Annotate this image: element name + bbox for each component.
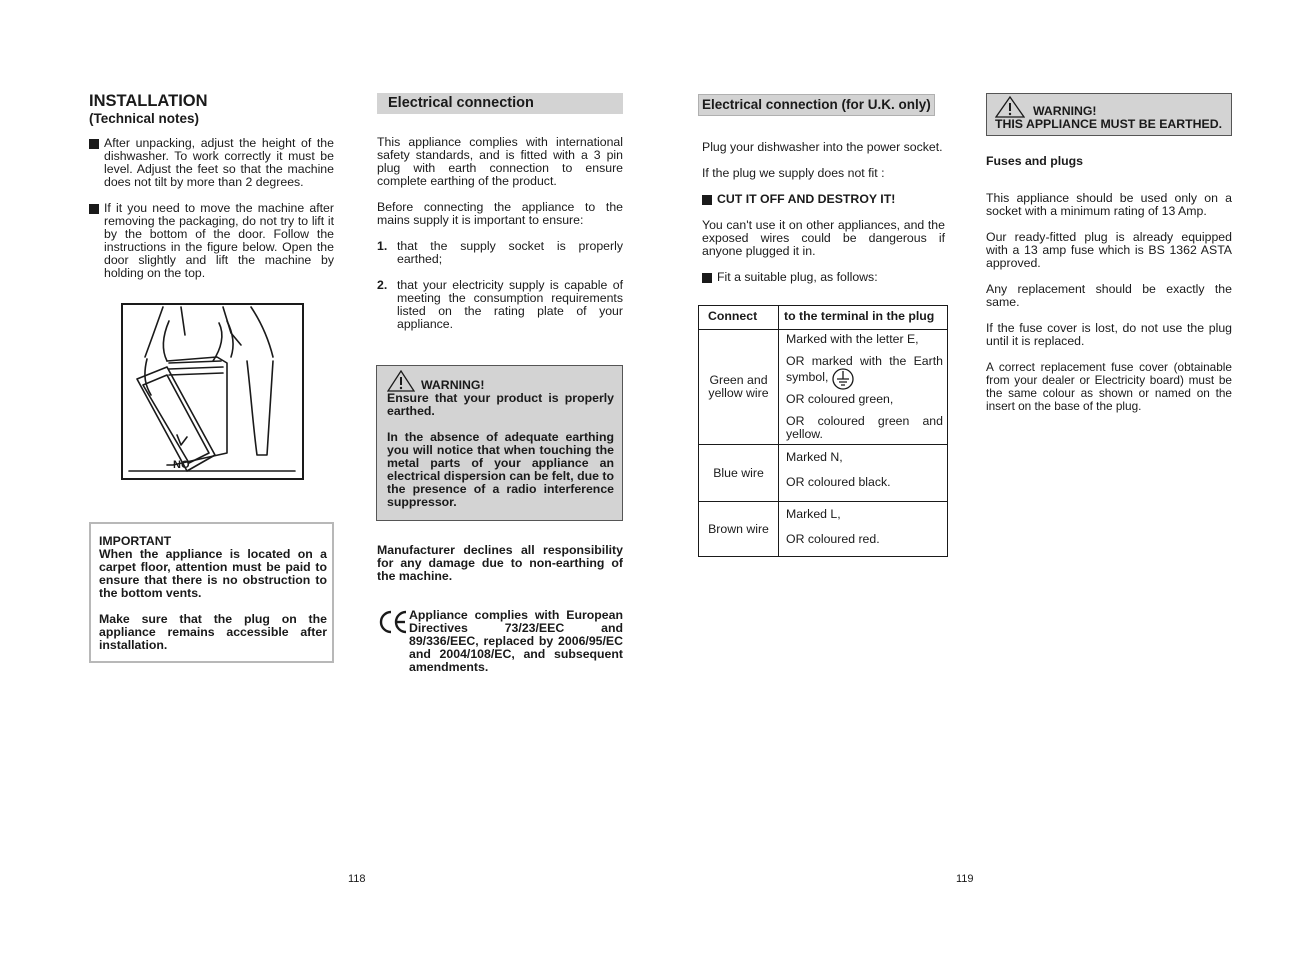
numbered-item <box>377 279 623 331</box>
paragraph: A correct replacement fuse cover (obtainable from your dealer or Electricity board) must be the same colour as shown or named on the insert on the base of the plug. <box>986 360 1232 413</box>
paragraph: This appliance complies with international safety standards, and is fitted with a 3 pin plug with earth connection to ensure complete earthing of the product. <box>377 135 623 188</box>
table-row <box>699 445 948 502</box>
paragraph: This appliance should be used only on a socket with a minimum rating of 13 Amp. <box>986 191 1232 218</box>
paragraph: Plug your dishwasher into the power socket. <box>702 140 943 154</box>
item-text: that your electricity supply is capable of meeting the consumption requirements listed on the rating plate of your appliance. <box>397 278 623 331</box>
terminal-cell <box>779 502 948 557</box>
bullet-text: Fit a suitable plug, as follows: <box>717 270 878 284</box>
uk-connection-column <box>698 94 947 557</box>
item-number: 1. <box>377 239 388 253</box>
terminal-text: OR coloured red. <box>786 532 880 546</box>
warning-header <box>387 370 614 392</box>
important-box <box>89 522 334 663</box>
important-text: Make sure that the plug on the appliance remains accessible after installation. <box>99 612 327 652</box>
terminal-text: OR coloured green and yellow. <box>786 414 943 441</box>
warning-title: WARNING! <box>1033 104 1097 118</box>
bullet-item <box>698 193 947 206</box>
terminal-text: OR coloured black. <box>786 475 891 489</box>
ce-text: Appliance complies with European Directives 73/23/EEC and 89/336/EEC, replaced by 2006/95/EC and 2004/108/EC, and subsequent amendments. <box>409 608 623 674</box>
paragraph: Before connecting the appliance to the mains supply it is important to ensure: <box>377 200 623 227</box>
bullet-item <box>89 202 334 280</box>
square-bullet-icon <box>89 139 99 149</box>
warning-title: WARNING! <box>421 378 485 392</box>
wire-label: Brown wire <box>699 502 779 557</box>
warning-box <box>376 365 623 521</box>
cut-warning: CUT IT OFF AND DESTROY IT! <box>717 192 896 206</box>
warning-text: In the absence of adequate earthing you will notice that when touching the metal parts of your appliance an electrical dispersion can be felt, due to the presence of a radio interference suppressor. <box>387 430 614 509</box>
ce-compliance <box>377 609 623 674</box>
bullet-item <box>698 271 947 284</box>
terminal-text: Marked L, <box>786 507 841 521</box>
terminal-text: Marked N, <box>786 450 843 464</box>
warning-text: Ensure that your product is properly earthed. <box>387 391 614 418</box>
installation-title: INSTALLATION <box>89 92 208 110</box>
warning-header <box>995 96 1223 118</box>
page-number: 118 <box>348 873 366 885</box>
column-header: Connect <box>699 306 779 330</box>
warning-triangle-icon <box>995 96 1025 118</box>
bullet-text: After unpacking, adjust the height of the dishwasher. To work correctly it must be level. Adjust the feet so that the machine does not tilt by more than 2 degrees. <box>104 136 334 189</box>
earth-symbol-icon <box>832 368 854 390</box>
bullet-text: If it you need to move the machine after removing the packaging, do not try to lift it by the bottom of the door. Follow the instructions in the figure below. Open the door slightly and lift the machine by holding on the top. <box>104 201 334 280</box>
paragraph: If the plug we supply does not fit : <box>702 166 885 180</box>
disclaimer-text: Manufacturer declines all responsibility for any damage due to non-earthing of the machine. <box>377 543 623 583</box>
paragraph: Our ready-fitted plug is already equipped with a 13 amp fuse which is BS 1362 ASTA approved. <box>986 230 1232 270</box>
terminal-text: OR coloured green, <box>786 392 894 406</box>
wire-label: Blue wire <box>699 445 779 502</box>
uk-connection-heading: Electrical connection (for U.K. only) <box>698 94 935 116</box>
terminal-cell <box>779 445 948 502</box>
electrical-connection-column <box>377 93 623 674</box>
dishwasher-lifting-drawing <box>123 305 302 478</box>
wiring-table <box>698 305 948 557</box>
warning-triangle-icon <box>387 370 415 392</box>
important-title: IMPORTANT <box>99 534 172 548</box>
table-row <box>699 330 948 445</box>
ce-mark-icon <box>377 609 409 635</box>
numbered-item <box>377 240 623 266</box>
terminal-text: Marked with the letter E, <box>786 332 919 346</box>
item-number: 2. <box>377 278 388 292</box>
fuses-heading: Fuses and plugs <box>986 154 1084 168</box>
electrical-connection-heading: Electrical connection <box>377 93 623 114</box>
installation-subtitle: (Technical notes) <box>89 111 200 126</box>
paragraph: If the fuse cover is lost, do not use the plug until it is replaced. <box>986 321 1232 348</box>
item-text: that the supply socket is properly earthed; <box>397 239 623 266</box>
terminal-cell <box>779 330 948 445</box>
square-bullet-icon <box>89 204 99 214</box>
table-header-row <box>699 306 948 330</box>
bullet-item <box>89 137 334 189</box>
lifting-illustration <box>121 303 304 480</box>
figure-no-label: NO <box>173 459 190 471</box>
wire-label: Green and yellow wire <box>699 330 779 445</box>
paragraph: Any replacement should be exactly the same. <box>986 282 1232 309</box>
earthed-warning-box <box>986 93 1232 136</box>
square-bullet-icon <box>702 273 712 283</box>
terminal-text: OR marked with the Earth symbol, <box>786 355 943 390</box>
page-number: 119 <box>956 873 974 885</box>
installation-column <box>89 92 334 663</box>
column-header: to the terminal in the plug <box>779 306 948 330</box>
important-text: When the appliance is located on a carpet floor, attention must be paid to ensure that there is no obstruction to the bottom vents. <box>99 547 327 600</box>
square-bullet-icon <box>702 195 712 205</box>
paragraph: You can't use it on other appliances, and the exposed wires could be dangerous if anyone plugged it in. <box>702 218 945 258</box>
fuses-column <box>986 93 1232 413</box>
warning-subtitle: THIS APPLIANCE MUST BE EARTHED. <box>995 117 1223 131</box>
table-row <box>699 502 948 557</box>
